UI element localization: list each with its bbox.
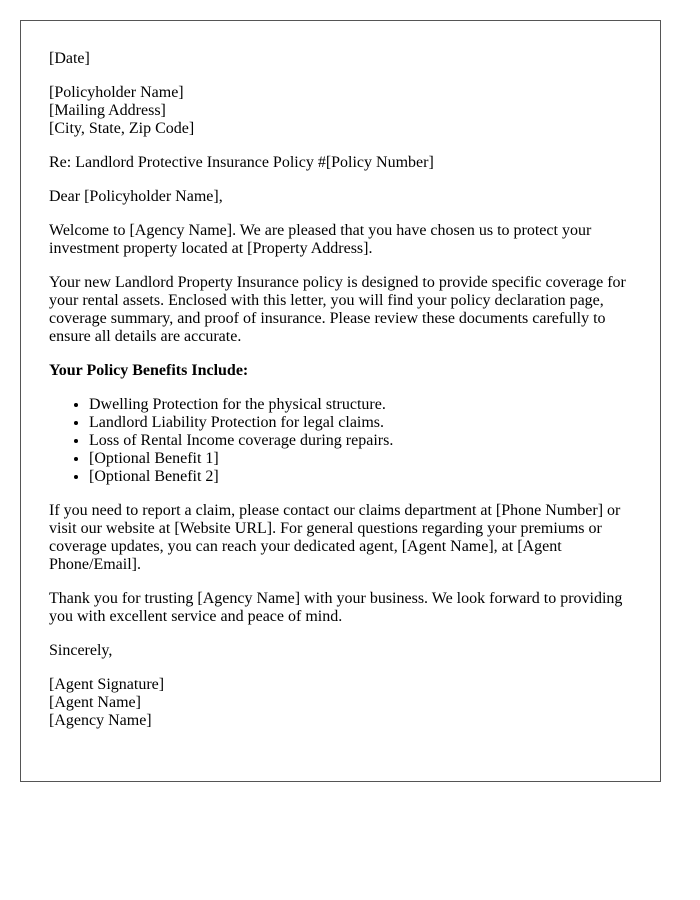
signature-block — [49, 676, 632, 730]
list-item: • Dwelling Protection for the physical structure. — [89, 396, 632, 414]
date: [Date] — [49, 50, 90, 67]
subject-line: Re: Landlord Protective Insurance Policy #[Policy Number] — [49, 154, 434, 171]
benefits-list — [49, 396, 632, 486]
benefits-heading: Your Policy Benefits Include: — [49, 362, 249, 379]
agent-signature: [Agent Signature] — [49, 676, 165, 693]
letter — [20, 20, 661, 782]
agency-name: [Agency Name] — [49, 712, 152, 729]
agent-name: [Agent Name] — [49, 694, 141, 711]
recipient-city-state-zip: [City, State, Zip Code] — [49, 120, 195, 137]
recipient-name: [Policyholder Name] — [49, 84, 184, 101]
list-item: • [Optional Benefit 1] — [89, 450, 632, 468]
signoff: Sincerely, — [49, 642, 113, 659]
salutation: Dear [Policyholder Name], — [49, 188, 223, 205]
welcome-paragraph: Welcome to [Agency Name]. We are pleased that you have chosen us to protect your investment property located at [Property Address]. — [49, 222, 592, 257]
recipient-address — [49, 84, 632, 138]
list-item: • Landlord Liability Protection for legal claims. — [89, 414, 632, 432]
claims-paragraph: If you need to report a claim, please contact our claims department at [Phone Number] or visit our website at [Website URL]. For general questions regarding your premiums or coverage updates, you can reach your dedicated agent, [Agent Name], at [Agent Phone/Email]. — [49, 502, 621, 573]
list-item: • Loss of Rental Income coverage during repairs. — [89, 432, 632, 450]
thank-you-paragraph: Thank you for trusting [Agency Name] with your business. We look forward to providing you with excellent service and peace of mind. — [49, 590, 623, 625]
recipient-mailing-address: [Mailing Address] — [49, 102, 166, 119]
list-item: • [Optional Benefit 2] — [89, 468, 632, 486]
policy-paragraph: Your new Landlord Property Insurance policy is designed to provide specific coverage for your rental assets. Enclosed with this letter, you will find your policy declaration page, coverage summary, and proof of insurance. Please review these documents carefully to ensure all details are accurate. — [49, 274, 626, 345]
